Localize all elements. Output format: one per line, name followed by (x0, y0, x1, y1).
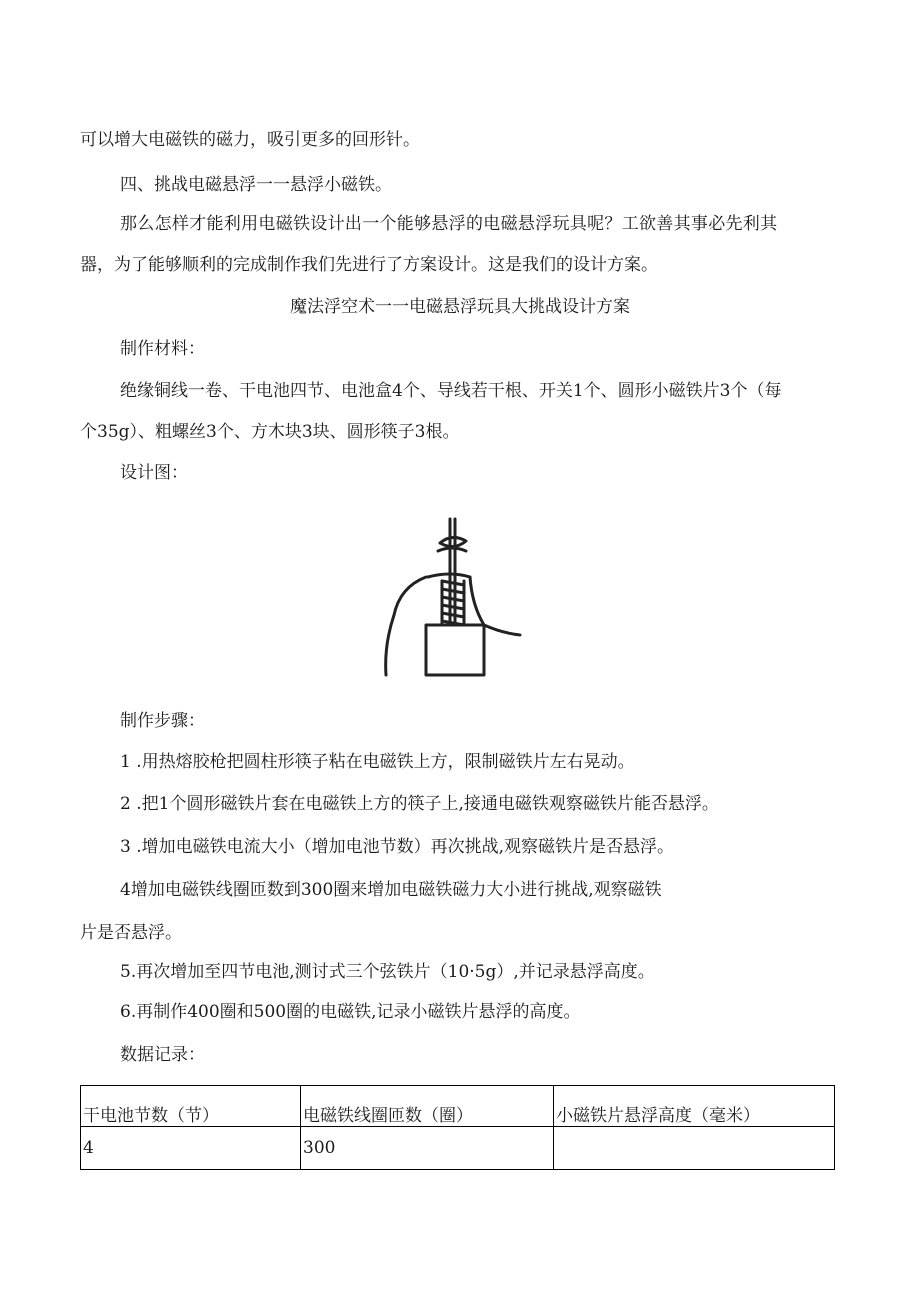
table-cell: 4 (81, 1127, 301, 1170)
data-heading: 数据记录： (120, 1045, 205, 1065)
materials-line-1: 绝缘铜线一卷、干电池四节、电池盒4个、导线若干根、开关1个、圆形小磁铁片3个（每 (120, 381, 782, 401)
table-header-cell: 电磁铁线圈匝数（圈） (301, 1086, 554, 1127)
step-2: 2 .把1个圆形磁铁片套在电磁铁上方的筷子上,接通电磁铁观察磁铁片能否悬浮。 (120, 794, 719, 814)
table-header-cell: 干电池节数（节） (81, 1086, 301, 1127)
step-5: 5.再次增加至四节电池,测讨式三个弦铁片（10·5g）,并记录悬浮高度。 (120, 962, 655, 982)
table-cell: 300 (301, 1127, 554, 1170)
steps-heading: 制作步骤： (120, 711, 205, 731)
paragraph-3-line-1: 那么怎样才能利用电磁铁设计出一个能够悬浮的电磁悬浮玩具呢？工欲善其事必先利其 (120, 214, 778, 234)
step-1: 1 .用热熔胶枪把圆柱形筷子粘在电磁铁上方，限制磁铁片左右晃动。 (120, 752, 635, 772)
design-heading: 设计图： (120, 463, 188, 483)
section-heading-4: 四、挑战电磁悬浮一一悬浮小磁铁。 (120, 175, 392, 195)
materials-heading: 制作材料： (120, 339, 205, 359)
step-4-line-1: 4增加电磁铁线圈匝数到300圈来增加电磁铁磁力大小进行挑战,观察磁铁 (120, 880, 662, 900)
table-header-cell: 小磁铁片悬浮高度（毫米） (554, 1086, 835, 1127)
step-4-line-2: 片是否悬浮。 (80, 923, 182, 943)
paragraph-1: 可以增大电磁铁的磁力，吸引更多的回形针。 (80, 130, 420, 150)
plan-title: 魔法浮空术一一电磁悬浮玩具大挑战设计方案 (290, 297, 630, 317)
step-3: 3 .增加电磁铁电流大小（增加电池节数）再次挑战,观察磁铁片是否悬浮。 (120, 837, 675, 857)
materials-line-2: 个35g）、粗螺丝3个、方木块3块、圆形筷子3根。 (80, 422, 460, 442)
step-6: 6.再制作400圈和500圈的电磁铁,记录小磁铁片悬浮的高度。 (120, 1002, 581, 1022)
table-cell (554, 1127, 835, 1170)
design-drawing (380, 515, 536, 679)
paragraph-3-line-2: 器，为了能够顺利的完成制作我们先进行了方案设计。这是我们的设计方案。 (80, 255, 658, 275)
table-header-row (81, 1086, 835, 1127)
data-record-table (80, 1085, 835, 1170)
table-row (81, 1127, 835, 1170)
